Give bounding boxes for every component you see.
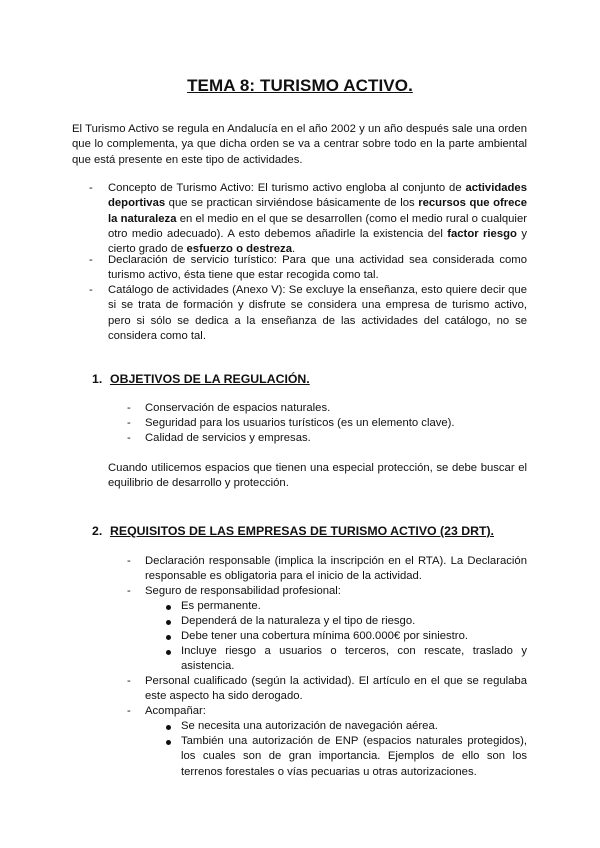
requirement-subitem: Dependerá de la naturaleza y el tipo de riesgo. bbox=[181, 615, 416, 627]
requirement-subitem: Debe tener una cobertura mínima 600.000€ por siniestro. bbox=[181, 630, 468, 642]
list-dash: - bbox=[127, 432, 131, 444]
section-1-title: OBJETIVOS DE LA REGULACIÓN. bbox=[110, 372, 310, 386]
bullet-icon bbox=[166, 725, 171, 730]
requirement-item: Declaración responsable (implica la inscripción en el RTA). La Declaración responsable es obligatoria para el inicio de la actividad. bbox=[145, 555, 527, 583]
requirement-item: Personal cualificado (según la actividad). El artículo en el que se regulaba este aspecto ha sido derogado. bbox=[145, 675, 527, 703]
list-dash: - bbox=[127, 675, 131, 687]
requirement-subitem: Se necesita una autorización de navegación aérea. bbox=[181, 720, 438, 732]
objective-item: Calidad de servicios y empresas. bbox=[145, 432, 311, 444]
list-dash: - bbox=[127, 585, 131, 597]
bullet-icon bbox=[166, 635, 171, 640]
bullet-icon bbox=[166, 605, 171, 610]
section-2-title: REQUISITOS DE LAS EMPRESAS DE TURISMO ACTIVO (23 DRT). bbox=[110, 524, 494, 538]
document-title: TEMA 8: TURISMO ACTIVO. bbox=[187, 76, 413, 95]
bullet-icon bbox=[166, 650, 171, 655]
list-dash: - bbox=[127, 417, 131, 429]
requirement-subitem: También una autorización de ENP (espacios naturales protegidos), los cuales son de gran importancia. Ejemplos de ello son los terrenos forestales o vías pecuarias u otras autorizaciones. bbox=[181, 735, 527, 778]
list-dash: - bbox=[89, 284, 93, 296]
objective-item: Conservación de espacios naturales. bbox=[145, 402, 331, 414]
list-dash: - bbox=[89, 254, 93, 266]
section-1-paragraph: Cuando utilicemos espacios que tienen una especial protección, se debe buscar el equilibrio de desarrollo y protección. bbox=[108, 462, 527, 490]
list-dash: - bbox=[89, 182, 93, 194]
intro-paragraph: El Turismo Activo se regula en Andalucía en el año 2002 y un año después sale una orden que lo complementa, ya que dicha orden se va a centrar sobre todo en la parte ambiental que está presente en este tipo de actividades. bbox=[72, 123, 527, 166]
list-dash: - bbox=[127, 402, 131, 414]
intro-item-concept: Concepto de Turismo Activo: El turismo activo engloba al conjunto de actividades deportivas que se practican sirviéndose básicamente de los recursos que ofrece la naturaleza en el medio en el que se desarrollen (como el medio rural o cualquier otro medio adecuado). A esto debemos añadirle la existencia del factor riesgo y cierto grado de esfuerzo o destreza. bbox=[108, 182, 527, 256]
bullet-icon bbox=[166, 740, 171, 745]
list-dash: - bbox=[127, 705, 131, 717]
intro-item-catalog: Catálogo de actividades (Anexo V): Se excluye la enseñanza, esto quiere decir que si se trata de formación y disfrute se considera una empresa de turismo activo, pero si sólo se dedica a la enseñanza de las actividades del catálogo, no se considera como tal. bbox=[108, 284, 527, 342]
bullet-icon bbox=[166, 620, 171, 625]
intro-item-declaration: Declaración de servicio turístico: Para que una actividad sea considerada como turismo activo, ésta tiene que estar recogida como tal. bbox=[108, 254, 527, 282]
requirement-subitem: Es permanente. bbox=[181, 600, 261, 612]
list-dash: - bbox=[127, 555, 131, 567]
section-2-number: 2. bbox=[92, 524, 103, 538]
requirement-subitem: Incluye riesgo a usuarios o terceros, con rescate, traslado y asistencia. bbox=[181, 645, 527, 673]
section-1-number: 1. bbox=[92, 372, 103, 386]
objective-item: Seguridad para los usuarios turísticos (es un elemento clave). bbox=[145, 417, 455, 429]
requirement-item: Acompañar: bbox=[145, 705, 206, 717]
requirement-item: Seguro de responsabilidad profesional: bbox=[145, 585, 341, 597]
